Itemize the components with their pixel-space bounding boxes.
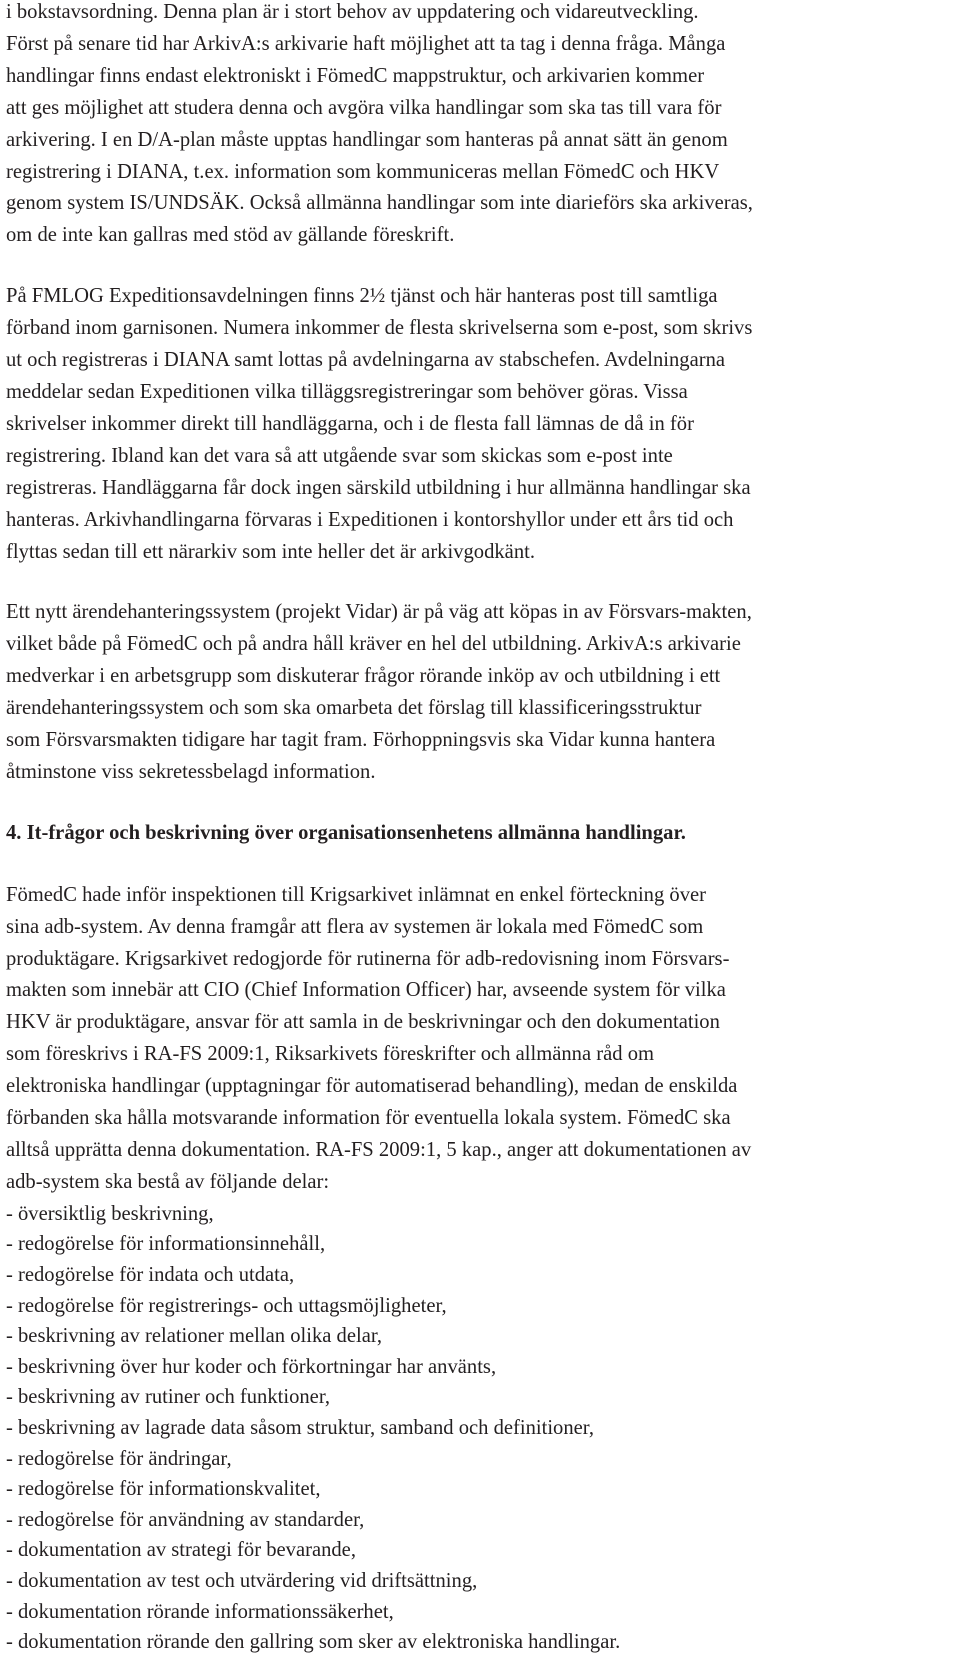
- text-line: i bokstavsordning. Denna plan är i stort behov av uppdatering och vidareutveckling.: [6, 1, 699, 23]
- text-line: som föreskrivs i RA-FS 2009:1, Riksarkivets föreskrifter och allmänna råd om: [6, 1043, 655, 1066]
- text-line: registrering i DIANA, t.ex. information som kommuniceras mellan FömedC och HKV: [6, 160, 720, 183]
- paragraph-it-systems: [0, 880, 960, 1199]
- paragraph-vidar: [0, 597, 960, 788]
- list-item: - översiktlig beskrivning,: [6, 1202, 214, 1225]
- text-line: produktägare. Krigsarkivet redogjorde för rutinerna för adb-redovisning inom Försvars-: [6, 947, 730, 970]
- list-item: - dokumentation rörande informationssäkerhet,: [6, 1600, 394, 1623]
- text-line: att ges möjlighet att studera denna och avgöra vilka handlingar som ska tas till vara för: [6, 96, 722, 119]
- text-line: som Försvarsmakten tidigare har tagit fram. Förhoppningsvis ska Vidar kunna hantera: [6, 729, 716, 752]
- paragraph-archive-plan: [0, 0, 960, 252]
- text-line: medverkar i en arbetsgrupp som diskuterar frågor rörande inköp av och utbildning i ett: [6, 665, 721, 688]
- list-item: - beskrivning av lagrade data såsom struktur, samband och definitioner,: [6, 1416, 594, 1439]
- documentation-list: [0, 1199, 960, 1658]
- list-item: - redogörelse för användning av standarder,: [6, 1508, 365, 1531]
- text-line: genom system IS/UNDSÄK. Också allmänna handlingar som inte diarieförs ska arkiveras,: [6, 192, 753, 215]
- text-line: adb-system ska bestå av följande delar:: [6, 1170, 330, 1193]
- list-item: - beskrivning av rutiner och funktioner,: [6, 1386, 331, 1409]
- paragraph-expedition: [0, 281, 960, 568]
- list-item: - dokumentation rörande den gallring som sker av elektroniska handlingar.: [6, 1631, 621, 1654]
- text-line: elektroniska handlingar (upptagningar för automatiserad behandling), medan de enskilda: [6, 1075, 738, 1098]
- list-item: - beskrivning över hur koder och förkortningar har använts,: [6, 1355, 497, 1378]
- text-line: handlingar finns endast elektroniskt i FömedC mappstruktur, och arkivarien kommer: [6, 64, 705, 87]
- text-line: vilket både på FömedC och på andra håll kräver en hel del utbildning. ArkivA:s arkivarie: [6, 633, 741, 656]
- text-line: arkivering. I en D/A-plan måste upptas handlingar som hanteras på annat sätt än genom: [6, 128, 728, 151]
- text-line: FömedC hade inför inspektionen till Krigsarkivet inlämnat en enkel förteckning över: [6, 883, 707, 906]
- list-item: - redogörelse för indata och utdata,: [6, 1264, 295, 1286]
- text-line: HKV är produktägare, ansvar för att samla in de beskrivningar och den dokumentation: [6, 1011, 720, 1034]
- text-line: hanteras. Arkivhandlingarna förvaras i Expeditionen i kontorshyllor under ett års tid och: [6, 508, 734, 531]
- text-line: åtminstone viss sekretessbelagd information.: [6, 760, 376, 783]
- list-item: - dokumentation av test och utvärdering vid driftsättning,: [6, 1569, 478, 1592]
- text-line: Ett nytt ärendehanteringssystem (projekt Vidar) är på väg att köpas in av Försvars-makten,: [6, 601, 752, 624]
- text-line: meddelar sedan Expeditionen vilka tilläggsregistreringar som behöver göras. Vissa: [6, 380, 688, 403]
- text-line: På FMLOG Expeditionsavdelningen finns 2½ tjänst och här hanteras post till samtliga: [6, 285, 718, 308]
- list-item: - redogörelse för informationsinnehåll,: [6, 1233, 326, 1256]
- text-line: förbanden ska hålla motsvarande information för eventuella lokala system. FömedC ska: [6, 1107, 731, 1130]
- text-line: Först på senare tid har ArkivA:s arkivarie haft möjlighet att ta tag i denna fråga. Många: [6, 32, 726, 55]
- text-line: alltså upprätta denna dokumentation. RA-FS 2009:1, 5 kap., anger att dokumentationen av: [6, 1139, 752, 1161]
- list-item: - redogörelse för ändringar,: [6, 1447, 232, 1470]
- section-heading: 4. It-frågor och beskrivning över organisationsenhetens allmänna handlingar.: [6, 821, 686, 844]
- text-line: makten som innebär att CIO (Chief Information Officer) har, avseende system för vilka: [6, 979, 726, 1002]
- list-item: - redogörelse för registrerings- och uttagsmöjligheter,: [6, 1294, 447, 1317]
- text-line: sina adb-system. Av denna framgår att flera av systemen är lokala med FömedC som: [6, 915, 704, 938]
- text-line: skrivelser inkommer direkt till handläggarna, och i de flesta fall lämnas de då in för: [6, 412, 694, 435]
- text-line: om de inte kan gallras med stöd av gällande föreskrift.: [6, 224, 455, 247]
- text-line: registrering. Ibland kan det vara så att utgående svar som skickas som e-post inte: [6, 444, 673, 467]
- list-item: - redogörelse för informationskvalitet,: [6, 1478, 321, 1501]
- text-line: ärendehanteringssystem och som ska omarbeta det förslag till klassificeringsstruktur: [6, 697, 702, 720]
- list-item: - beskrivning av relationer mellan olika delar,: [6, 1325, 383, 1348]
- text-line: förband inom garnisonen. Numera inkommer de flesta skrivelserna som e-post, som skrivs: [6, 317, 753, 340]
- text-line: ut och registreras i DIANA samt lottas på avdelningarna av stabschefen. Avdelningarna: [6, 349, 726, 372]
- text-line: flyttas sedan till ett närarkiv som inte heller det är arkivgodkänt.: [6, 540, 535, 563]
- list-item: - dokumentation av strategi för bevarande,: [6, 1539, 356, 1562]
- text-line: registreras. Handläggarna får dock ingen särskild utbildning i hur allmänna handlingar ska: [6, 476, 751, 499]
